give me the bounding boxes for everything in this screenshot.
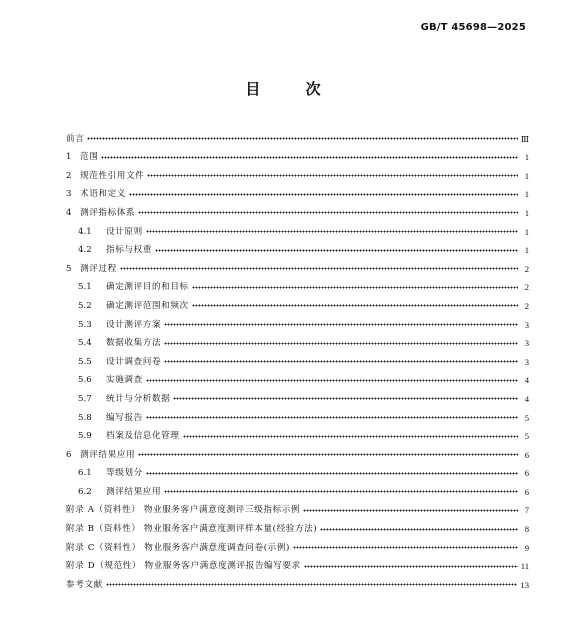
toc-entry[interactable]: [66, 535, 529, 554]
toc-entry-page: 2: [524, 300, 529, 311]
toc-entry[interactable]: [66, 572, 529, 591]
toc-entry-label: 实施调查: [106, 375, 143, 386]
toc-entry-number: 5.7: [78, 393, 92, 404]
toc-entry-page: 5: [524, 412, 529, 423]
toc-entry-number: 2: [66, 170, 72, 181]
toc-entry-label: 附录 C（资料性） 物业服务客户满意度调查问卷(示例): [66, 542, 291, 553]
dot-leader: [164, 321, 518, 329]
table-of-contents: [66, 126, 529, 591]
toc-entry-page: 5: [524, 431, 529, 442]
toc-title: 目 次: [245, 80, 341, 98]
dot-leader: [146, 414, 518, 422]
toc-entry-page: 1: [524, 152, 529, 163]
dot-leader: [106, 581, 518, 589]
toc-entry-label: 设计调查问卷: [106, 356, 162, 367]
toc-entry-page: 6: [524, 486, 529, 497]
toc-entry-label: 术语和定义: [80, 189, 126, 200]
toc-entry-page: 2: [524, 282, 529, 293]
toc-entry[interactable]: [66, 238, 529, 257]
dot-leader: [304, 562, 518, 570]
toc-entry-page: 8: [524, 524, 529, 535]
toc-entry[interactable]: [66, 442, 529, 461]
toc-entry-number: 5.4: [78, 338, 92, 349]
toc-entry-page: 1: [524, 226, 529, 237]
dot-leader: [192, 283, 518, 291]
toc-entry-label: 测评结果应用: [80, 449, 136, 460]
toc-entry[interactable]: [66, 145, 529, 164]
toc-entry-label: 等级划分: [106, 468, 143, 479]
toc-entry-page: 6: [524, 449, 529, 460]
dot-leader: [155, 246, 518, 254]
toc-entry-label: 统计与分析数据: [106, 393, 171, 404]
toc-entry-label: 测评过程: [80, 263, 117, 274]
toc-entry-number: 1: [66, 152, 72, 163]
standard-code: GB/T 45698—2025: [420, 22, 526, 33]
toc-entry-page: 9: [524, 542, 529, 553]
dot-leader: [146, 376, 518, 384]
toc-entry-page: 1: [524, 170, 529, 181]
toc-entry-label: 测评结果应用: [106, 486, 162, 497]
toc-entry-page: 3: [524, 319, 529, 330]
toc-entry[interactable]: [66, 386, 529, 405]
toc-entry[interactable]: [66, 126, 529, 145]
toc-entry-number: 4.2: [78, 245, 92, 256]
toc-entry[interactable]: [66, 182, 529, 201]
toc-entry[interactable]: [66, 479, 529, 498]
toc-entry-number: 5.6: [78, 375, 92, 386]
toc-entry-label: 规范性引用文件: [80, 170, 145, 181]
toc-entry-number: 4: [66, 207, 72, 218]
dot-leader: [293, 544, 518, 552]
toc-entry-page: 4: [524, 375, 529, 386]
toc-entry-label: 附录 D（规范性） 物业服务客户满意度测评报告编写要求: [66, 561, 301, 572]
toc-entry-number: 5: [66, 263, 72, 274]
toc-entry[interactable]: [66, 405, 529, 424]
dot-leader: [164, 339, 518, 347]
toc-entry-number: 3: [66, 189, 72, 200]
toc-entry[interactable]: [66, 349, 529, 368]
toc-entry-label: 编写报告: [106, 412, 143, 423]
toc-entry-label: 设计测评方案: [106, 319, 162, 330]
toc-entry[interactable]: [66, 200, 529, 219]
toc-entry[interactable]: [66, 163, 529, 182]
dot-leader: [129, 190, 518, 198]
dot-leader: [138, 209, 518, 217]
toc-entry[interactable]: [66, 516, 529, 535]
toc-entry-number: 4.1: [78, 226, 92, 237]
toc-entry-page: 11: [520, 561, 529, 572]
toc-entry-page: 1: [524, 207, 529, 218]
toc-entry-label: 附录 B（资料性） 物业服务客户满意度测评样本量(经验方法): [66, 524, 318, 535]
toc-entry-page: 6: [524, 468, 529, 479]
toc-entry-label: 确定测评范围和频次: [106, 300, 189, 311]
dot-leader: [164, 358, 518, 366]
dot-leader: [138, 451, 518, 459]
toc-entry-page: 4: [524, 393, 529, 404]
toc-entry-label: 附录 A（资料性） 物业服务客户满意度测评三级指标示例: [66, 505, 301, 516]
dot-leader: [101, 153, 518, 161]
dot-leader: [147, 172, 518, 180]
toc-entry-page: Ⅲ: [520, 133, 529, 144]
toc-entry-page: 1: [524, 189, 529, 200]
toc-entry-number: 5.8: [78, 412, 92, 423]
dot-leader: [146, 228, 518, 236]
toc-entry[interactable]: [66, 312, 529, 331]
dot-leader: [146, 469, 518, 477]
toc-entry-number: 6: [66, 449, 72, 460]
toc-entry[interactable]: [66, 498, 529, 517]
toc-entry-page: 3: [524, 338, 529, 349]
toc-entry[interactable]: [66, 461, 529, 480]
dot-leader: [87, 135, 517, 143]
dot-leader: [164, 488, 518, 496]
toc-entry-label: 参考文献: [66, 579, 103, 590]
toc-entry-page: 2: [524, 263, 529, 274]
toc-entry-number: 5.5: [78, 356, 92, 367]
toc-entry-number: 5.3: [78, 319, 92, 330]
toc-entry-page: 13: [520, 579, 529, 590]
dot-leader: [173, 395, 518, 403]
toc-entry-number: 5.9: [78, 431, 92, 442]
dot-leader: [320, 525, 518, 533]
dot-leader: [303, 506, 518, 514]
toc-entry-label: 数据收集方法: [106, 338, 162, 349]
toc-entry-number: 5.2: [78, 300, 92, 311]
dot-leader: [183, 432, 518, 440]
toc-entry-page: 1: [524, 245, 529, 256]
toc-entry-page: 7: [524, 505, 529, 516]
toc-entry[interactable]: [66, 256, 529, 275]
toc-entry-label: 测评指标体系: [80, 207, 136, 218]
toc-entry-number: 5.1: [78, 282, 92, 293]
toc-entry-page: 3: [524, 356, 529, 367]
toc-entry-label: 前言: [66, 133, 85, 144]
toc-entry-label: 档案及信息化管理: [106, 431, 180, 442]
toc-entry[interactable]: [66, 275, 529, 294]
toc-entry-label: 设计原则: [106, 226, 143, 237]
toc-entry[interactable]: [66, 554, 529, 573]
toc-entry[interactable]: [66, 331, 529, 350]
toc-entry-number: 6.1: [78, 468, 92, 479]
toc-entry-label: 范围: [80, 152, 99, 163]
toc-entry-label: 确定测评目的和目标: [106, 282, 189, 293]
toc-entry[interactable]: [66, 219, 529, 238]
toc-entry[interactable]: [66, 293, 529, 312]
toc-entry-label: 指标与权重: [106, 245, 152, 256]
dot-leader: [192, 302, 518, 310]
toc-entry[interactable]: [66, 368, 529, 387]
toc-entry-number: 6.2: [78, 486, 92, 497]
toc-entry[interactable]: [66, 424, 529, 443]
dot-leader: [120, 265, 518, 273]
